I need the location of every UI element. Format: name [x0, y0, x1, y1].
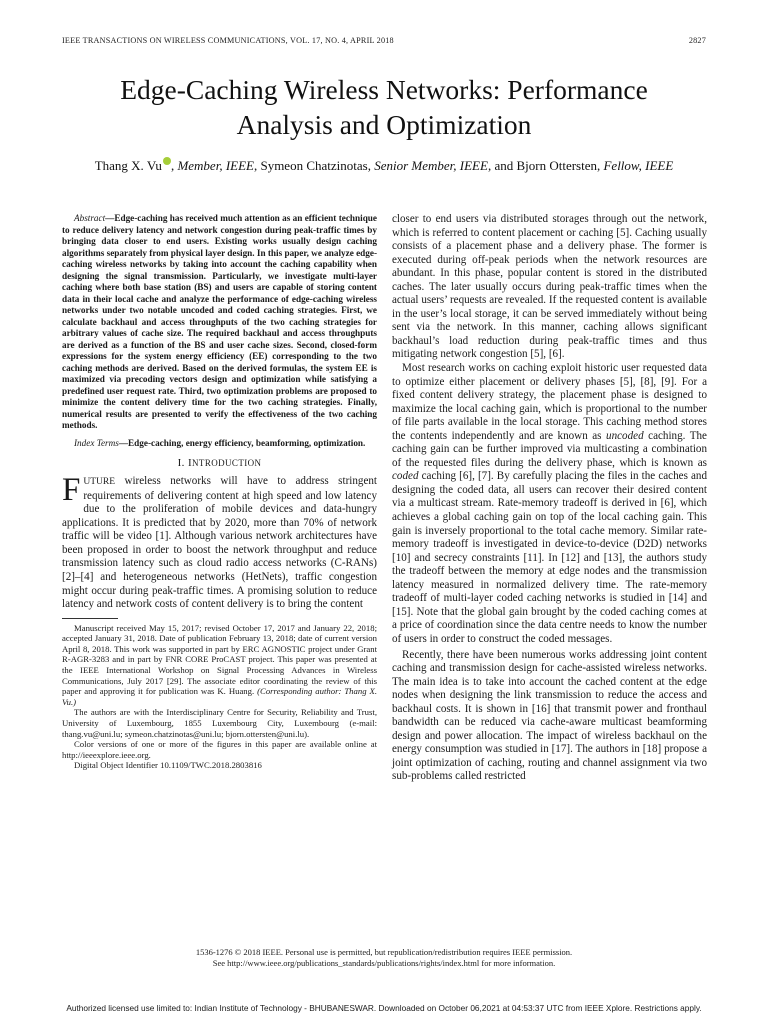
abstract-label: Abstract [74, 213, 106, 223]
author-separator: , [170, 158, 178, 173]
abstract-text: —Edge-caching has received much attention as an efficient technique to reduce delivery latency and network congestion during peak-traffic times by bringing data closer to end users. Existing works usually design caching algorithms separately from physical layer design. In this paper, we analyze edge-caching wireless networks by taking into account the caching capability when designing the signal transmission. Particularly, we investigate multi-layer caching where both base station (BS) and users are capable of storing content data in their local cache and analyze the performance of edge-caching wireless networks under two notable uncoded and coded caching strategies. First, we calculate backhaul and access throughputs of the two caching strategies for arbitrary values of cache size. The required backhaul and access throughputs are derived as a function of the BS and user cache sizes. Second, closed-form expressions for the system energy efficiency (EE) corresponding to the two caching methods are derived. Based on the derived formulas, the system EE is maximized via precoding vectors design and optimization while satisfying a predefined user request rate. Third, two optimization problems are proposed to minimize the content delivery time for the two caching strategies. Finally, numerical results are presented to verify the effectiveness of the two caching methods. [62, 213, 378, 430]
author-2-role: Senior Member, IEEE [374, 158, 488, 173]
drop-cap: F [62, 472, 81, 509]
copyright-line-2: See http://www.ieee.org/publications_standards/publications/rights/index.html for more information. [212, 958, 556, 968]
section-title: NTRODUCTION [192, 458, 262, 468]
title-line-1: Edge-Caching Wireless Networks: Performance [120, 74, 648, 105]
paragraph-text: caching [6], [7]. By carefully placing the files in the caches and designing the coded data, all users can recover their desired content via a multicast stream. Rate-memory tradeoff is derived in [6], which achieves a global caching gain on top of the local caching gain. This gain is inversely proportional to the total cache memory. Similar rate-memory tradeoff is investigated in device-to-device (D2D) networks [10] and secrecy constraints [11]. In [12] and [13], the authors study the tradeoff between the memory at edge nodes and the transmission latency measured in normalized delivery time. The rate-memory tradeoff of multi-layer coded caching networks is studied in [14] and [15]. Note that the global gain brought by the coded caching comes at a price of coordination since the data centre needs to know the number of users in order to construct the coded messages. [392, 470, 707, 645]
paragraph-text: Most research works on caching exploit historic user requested data to optimize either placement or delivery phases [5], [8], [9]. For a fixed content delivery strategy, the placement phase is designed to maximize the local caching gain, which is proportional to the number of file parts available in the local storage. This caching method stores the contents independently and are known as [392, 362, 707, 442]
author-separator: , [596, 158, 604, 173]
intro-paragraph [62, 472, 377, 611]
intro-caps: UTURE [83, 477, 116, 488]
footnote-text: Manuscript received May 15, 2017; revised October 17, 2017 and January 22, 2018; accepted January 31, 2018. Date of publication February 13, 2018; date of current version April 8, 2018. This work was supported in part by ERC AGNOSTIC project under Grant R-AGR-3283 and in part by FNR CORE ProCAST project. This paper was presented at the IEEE International Workshop on Signal Processing Advances in Wireless Communications, July 2017 [29]. The associate editor coordinating the review of this paper and approving it for publication was K. Huang. [62, 622, 377, 697]
author-1: Thang X. Vu [94, 158, 162, 173]
intro-text: wireless networks will have to address stringent requirements of delivering content at high speed and low latency due to the proliferation of mobile devices and data-hungry applications. It is predicted that by 2020, more than 70% of network traffic will be video [1]. Although various network architectures have been proposed in order to boost the network throughput and reduce transmission latency such as cloud radio access networks (C-RANs) [2]–[4] and heterogeneous networks (HetNets), traffic congestion might occur during peak-traffic times. A promising solution to reduce latency and network costs of content delivery is to bring the content [62, 475, 377, 611]
author-separator: , and [487, 158, 517, 173]
author-3-role: Fellow, IEEE [603, 158, 674, 173]
abstract [62, 213, 377, 432]
copyright-line-1: 1536-1276 © 2018 IEEE. Personal use is permitted, but republication/redistribution requires IEEE permission. [195, 947, 573, 957]
footnote-manuscript [62, 623, 377, 708]
footnote-doi: Digital Object Identifier 10.1109/TWC.2018.2803816 [74, 760, 262, 771]
corresponding-author: (Corresponding author: Thang X. Vu.) [62, 686, 377, 707]
index-terms-label: Index Terms [74, 437, 119, 448]
author-2: Symeon Chatzinotas [260, 158, 368, 173]
body-paragraph-1: closer to end users via distributed storages through out the network, which is referred to content placement or caching [5]. Caching usually consists of a placement phase and a delivery phase. The former is executed during off-peak periods when the network resources are abundant. In this phase, popular content is stored in the distributed caches. The later usually occurs during peak-traffic times when the actual users’ requests are revealed. If the requested content is available in the user’s local storage, it can be served immediately without being sent via the network. In this manner, caching allows significant backhaul’s load reduction during peak-traffic times and thus mitigating network congestion [5], [6]. [392, 213, 707, 361]
license-notice: Authorized licensed use limited to: Indian Institute of Technology - BHUBANESWAR. Downloaded on October 06,2021 at 04:53:37 UTC from IEEE Xplore. Restrictions apply. [66, 1003, 702, 1013]
section-number: I. I [177, 457, 193, 469]
running-header [62, 36, 706, 45]
author-separator: , [367, 158, 375, 173]
paper-title [0, 72, 768, 142]
body-paragraph-2 [392, 362, 707, 646]
author-separator: , [253, 158, 261, 173]
index-terms [62, 438, 377, 450]
emphasis-uncoded: uncoded [606, 429, 644, 442]
body-paragraph-3: Recently, there have been numerous works addressing joint content caching and transmission design for cache-assisted wireless networks. The main idea is to take into account the cached content at the edge nodes when designing the link transmission to reduce the access and backhaul costs. It is shown in [16] that transmit power and fronthaul bandwidth can be reduced via cache-aware multicast beamforming design and power allocation. The impact of wireless backhaul on the energy consumption was studied in [17]. The authors in [18] propose a joint optimization of caching, routing and channel assignment via two sub-problems called restricted [392, 648, 707, 783]
emphasis-coded: coded [392, 470, 419, 483]
author-1-role: Member, IEEE [177, 158, 254, 173]
page-number: 2827 [688, 36, 706, 45]
footnote-color: Color versions of one or more of the figures in this paper are available online at http://ieeexplore.ieee.org. [62, 739, 377, 760]
paragraph-text: caching. The caching gain can be further improved via multicasting a combination of the requested files during the delivery phase, which is known as [392, 429, 707, 469]
footnote-rule [62, 618, 118, 619]
section-heading [62, 457, 377, 470]
copyright-notice [0, 947, 768, 969]
orcid-icon[interactable] [163, 157, 171, 165]
left-column [62, 213, 377, 771]
index-terms-text: —Edge-caching, energy efficiency, beamforming, optimization. [118, 437, 366, 448]
title-line-2: Analysis and Optimization [236, 109, 532, 140]
journal-name: IEEE TRANSACTIONS ON WIRELESS COMMUNICATIONS, VOL. 17, NO. 4, APRIL 2018 [62, 36, 394, 45]
right-column [392, 213, 707, 784]
footnote-affiliation: The authors are with the Interdisciplinary Centre for Security, Reliability and Trust, University of Luxembourg, 1855 Luxembourg City, Luxembourg (e-mail: thang.vu@uni.lu; symeon.chatzinotas@uni.lu; bjorn.ottersten@uni.lu). [62, 707, 377, 739]
author-list [0, 157, 768, 174]
author-3: Bjorn Ottersten [516, 158, 597, 173]
